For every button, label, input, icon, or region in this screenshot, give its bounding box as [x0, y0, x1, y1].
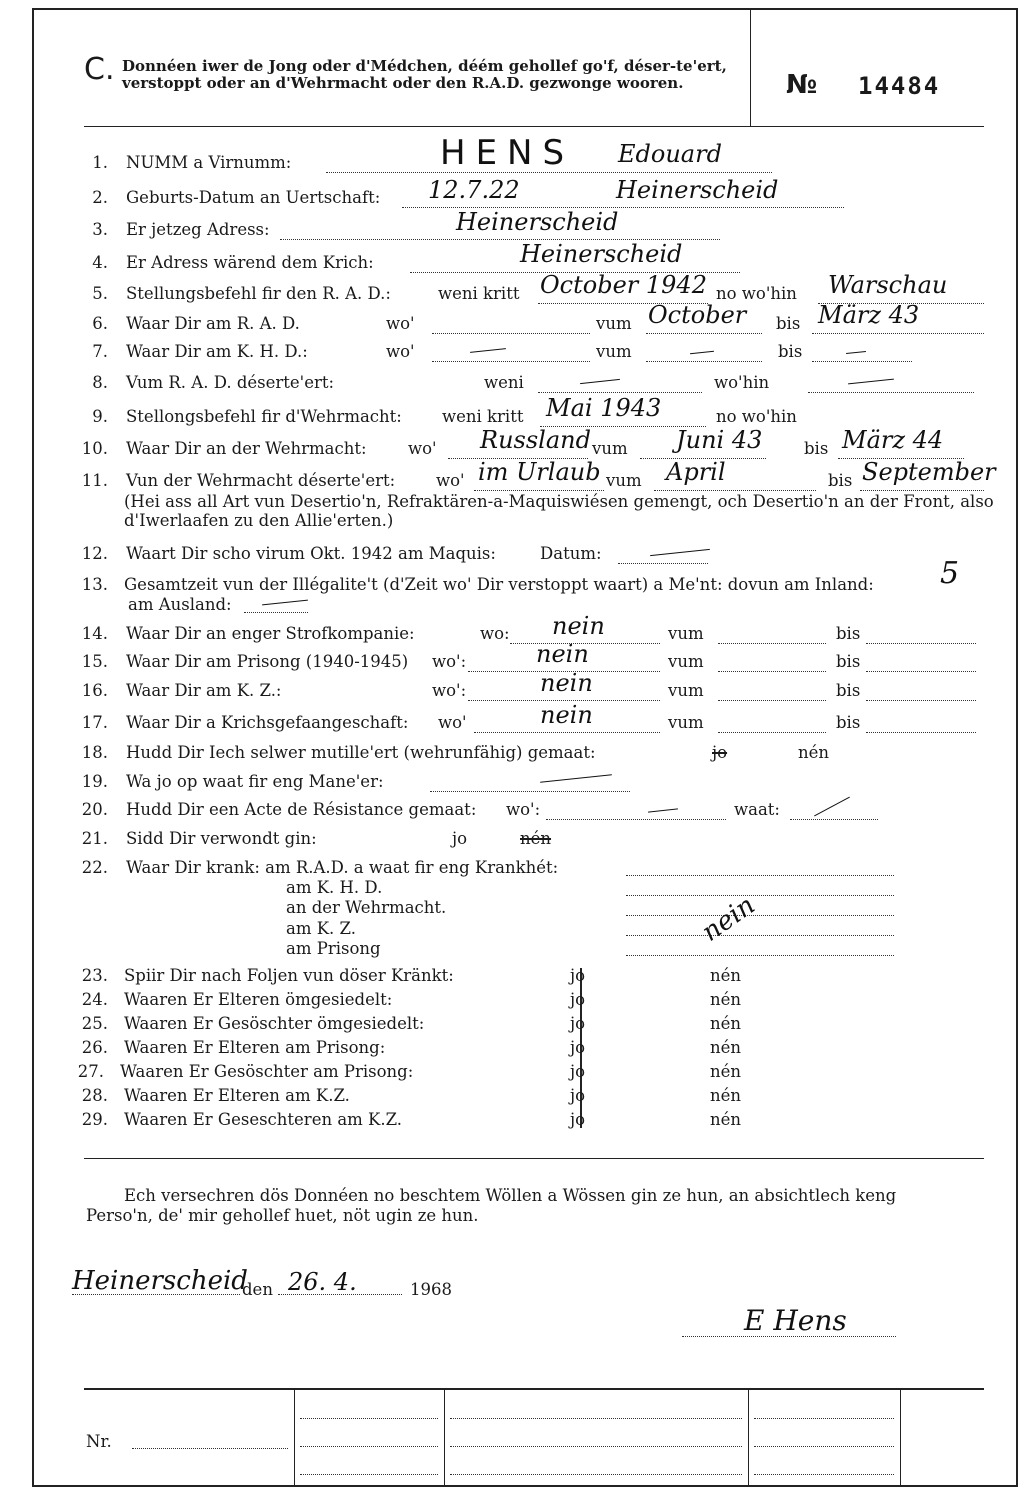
row-number: 17. [81, 713, 108, 732]
handwritten-desertion-to: September [862, 458, 996, 486]
row-number: 5. [92, 284, 108, 303]
row-number: 19. [81, 772, 108, 791]
row-label: Stellungsbefehl fir den R. A. D.: [126, 284, 391, 303]
fill-line [450, 1418, 742, 1419]
handwritten-nein: nein [536, 640, 589, 668]
fill-line [244, 612, 308, 613]
row-label: Waar Dir am Prisong (1940-1945) [126, 652, 409, 671]
vum-label: vum [596, 314, 632, 333]
row-label: Waar Dir am K. H. D.: [126, 342, 308, 361]
fill-line [754, 1418, 894, 1419]
weni-label: weni [484, 373, 524, 392]
row-label: Vun der Wehrmacht déserte'ert: [126, 471, 396, 490]
fill-line [450, 1474, 742, 1475]
fill-line [300, 1418, 438, 1419]
fill-line [132, 1448, 288, 1449]
option-jo: jo [570, 966, 586, 985]
fill-line [618, 563, 708, 564]
option-jo: jo [570, 1062, 586, 1081]
nr-label: Nr. [86, 1432, 112, 1451]
row-number: 2. [92, 188, 108, 207]
sub-label: am Prisong [286, 939, 381, 958]
fill-line [860, 490, 984, 491]
fill-line [790, 819, 878, 820]
fill-line [432, 361, 590, 362]
wo-label: wo' [436, 471, 465, 490]
row-number: 3. [92, 220, 108, 239]
row-label: Vum R. A. D. déserte'ert: [126, 373, 335, 392]
row-label: Waar Dir an der Wehrmacht: [126, 439, 367, 458]
row-number: 12. [81, 544, 108, 563]
table-divider [444, 1388, 445, 1485]
row-number: 7. [92, 342, 108, 361]
handwritten-inland-months: 5 [940, 556, 960, 591]
fill-line [718, 643, 826, 644]
vum-label: vum [668, 713, 704, 732]
row-number: 8. [92, 373, 108, 392]
row-label: Waar Dir am K. Z.: [126, 681, 282, 700]
wo-label: wo': [432, 652, 467, 671]
option-jo: jo [452, 829, 468, 848]
fill-line [654, 490, 816, 491]
bis-label: bis [836, 652, 861, 671]
row-number: 18. [81, 743, 108, 762]
declaration-text: Ech versechren dös Donnéen no beschtem Wöllen a Wössen gin ze hun, an absichtlech keng Perso'n, de' mir gehollef huet, nöt ugin ze hun. [86, 1186, 897, 1225]
wo-label: wo' [438, 713, 467, 732]
wo-label: wo': [432, 681, 467, 700]
header-rule [84, 126, 984, 127]
datum-label: Datum: [540, 544, 602, 563]
row-number: 24. [81, 990, 108, 1009]
row-label: Gesamtzeit vun der Illégalite't (d'Zeit wo' Dir verstoppt waart) a Me'nt: dovun am Inland: [124, 575, 874, 594]
fill-line [812, 333, 984, 334]
row-label: Er jetzeg Adress: [126, 220, 270, 239]
row-number: 25. [81, 1014, 108, 1033]
handwritten-birthdate: 12.7.22 [428, 176, 520, 204]
wo-label: wo: [480, 624, 510, 643]
handwritten-rad-from: October [648, 301, 747, 329]
fill-line [646, 361, 762, 362]
fill-line [300, 1446, 438, 1447]
row-label: Er Adress wärend dem Krich: [126, 253, 374, 272]
handwritten-wehrmacht-order-date: Mai 1943 [546, 394, 662, 422]
bis-label: bis [804, 439, 829, 458]
row-label: Hudd Dir Iech selwer mutille'ert (wehrunfähig) gemaat: [126, 743, 596, 762]
row-label: Waar Dir krank: am R.A.D. a waat fir eng Krankhét: [126, 858, 559, 877]
handwritten-wehrmacht-to: März 44 [842, 426, 944, 454]
option-nen: nén [710, 966, 742, 985]
vum-label: vum [592, 439, 628, 458]
row-number: 13. [81, 575, 108, 594]
row-number: 11. [81, 471, 108, 490]
fill-line [474, 732, 660, 733]
waat-label: waat: [734, 800, 780, 819]
table-divider [294, 1388, 295, 1485]
handwritten-desertion-from: April [666, 458, 726, 486]
fill-line [718, 671, 826, 672]
option-nen: nén [710, 1014, 742, 1033]
row-label: Waar Dir a Krichsgefaangeschaft: [126, 713, 409, 732]
handwritten-address: Heinerscheid [456, 208, 619, 236]
row-number: 26. [81, 1038, 108, 1057]
fill-line [812, 361, 912, 362]
bis-label: bis [836, 681, 861, 700]
handwritten-birthplace: Heinerscheid [616, 176, 779, 204]
fill-line [866, 643, 976, 644]
fill-line [72, 1294, 240, 1295]
vum-label: vum [668, 652, 704, 671]
fill-line [718, 700, 826, 701]
option-jo: jo [570, 990, 586, 1009]
row-label: Sidd Dir verwondt gin: [126, 829, 317, 848]
row-number: 27. [77, 1062, 104, 1081]
weni-label: weni kritt [438, 284, 520, 303]
handwritten-place: Heinerscheid [72, 1266, 248, 1296]
table-divider [748, 1388, 749, 1485]
row-label: NUMM a Virnumm: [126, 153, 292, 172]
row-label: Spiir Dir nach Foljen vun döser Kränkt: [124, 966, 454, 985]
row-label: Waar Dir an enger Strofkompanie: [126, 624, 415, 643]
wo-label: wo' [408, 439, 437, 458]
row-number: 14. [81, 624, 108, 643]
option-nen: nén [710, 1062, 742, 1081]
fill-line [866, 700, 976, 701]
handwritten-date: 26. 4. [288, 1268, 357, 1296]
handwritten-nein: nein [696, 890, 761, 948]
header-text: Donnéen iwer de Jong oder d'Médchen, déém gehollef go'f, déser-te'ert, verstoppt oder an d'Wehrmacht oder den R.A.D. gezwonge wooren. [122, 57, 727, 92]
fill-line [626, 875, 894, 876]
row-label: Waaren Er Elteren am K.Z. [124, 1086, 350, 1105]
option-nen: nén [798, 743, 830, 762]
row-number: 29. [81, 1110, 108, 1129]
weni-label: weni kritt [442, 407, 524, 426]
fill-line [646, 333, 762, 334]
wo-label: wo': [506, 800, 541, 819]
sub-label: am K. Z. [286, 919, 356, 938]
option-nen: nén [710, 1110, 742, 1129]
sub-label: am K. H. D. [286, 878, 383, 897]
fill-line [450, 1446, 742, 1447]
vum-label: vum [668, 681, 704, 700]
option-nen: nén [710, 1086, 742, 1105]
row-number: 10. [81, 439, 108, 458]
row-label: Waaren Er Gesöschter am Prisong: [120, 1062, 414, 1081]
handwritten-rad-to: März 43 [818, 301, 920, 329]
fill-line [808, 392, 974, 393]
handwritten-desertion-where: im Urlaub [478, 458, 601, 486]
option-jo-struck: jo [712, 743, 728, 762]
option-jo: jo [570, 1038, 586, 1057]
bis-label: bis [776, 314, 801, 333]
option-jo: jo [570, 1014, 586, 1033]
vum-label: vum [606, 471, 642, 490]
handwritten-signature: E Hens [744, 1304, 847, 1337]
wo-label: wo' [386, 342, 415, 361]
row-number: 23. [81, 966, 108, 985]
option-jo: jo [570, 1110, 586, 1129]
handwritten-surname: HENS [440, 133, 575, 173]
handwritten-nein: nein [552, 612, 605, 640]
ausland-label: am Ausland: [128, 595, 232, 614]
bis-label: bis [778, 342, 803, 361]
vum-label: vum [596, 342, 632, 361]
row-number: 21. [81, 829, 108, 848]
fill-line [626, 935, 894, 936]
row-number: 28. [81, 1086, 108, 1105]
handwritten-wehrmacht-where: Russland [480, 426, 591, 454]
bis-label: bis [828, 471, 853, 490]
bis-label: bis [836, 713, 861, 732]
form-number: 14484 [858, 72, 941, 100]
row-label: Waaren Er Gesöschter ömgesiedelt: [124, 1014, 425, 1033]
handwritten-firstname: Edouard [618, 140, 722, 168]
fill-line [430, 791, 630, 792]
den-label: den [242, 1280, 273, 1299]
option-nen: nén [710, 990, 742, 1009]
wohin-label: wo'hin [714, 373, 770, 392]
fill-line [754, 1446, 894, 1447]
handwritten-nein: nein [540, 669, 593, 697]
row-label: Hudd Dir een Acte de Résistance gemaat: [126, 800, 477, 819]
fill-line [538, 392, 702, 393]
fill-line [474, 490, 604, 491]
option-jo: jo [570, 1086, 586, 1105]
fill-line [300, 1474, 438, 1475]
row-label: Waaren Er Geseschteren am K.Z. [124, 1110, 403, 1129]
fill-line [432, 333, 590, 334]
table-top-rule [84, 1388, 984, 1390]
section-rule [84, 1158, 984, 1159]
row-label: Wa jo op waat fir eng Mane'er: [126, 772, 384, 791]
year-label: 1968 [410, 1280, 452, 1299]
handwritten-war-address: Heinerscheid [520, 240, 683, 268]
bis-label: bis [836, 624, 861, 643]
row-label: Geburts-Datum an Uertschaft: [126, 188, 381, 207]
number-label: № [786, 70, 818, 100]
nowohin-label: no wo'hin [716, 284, 797, 303]
fill-line [866, 732, 976, 733]
handwritten-rad-destination: Warschau [828, 271, 948, 299]
section-letter: C. [84, 52, 115, 87]
handwritten-nein: nein [540, 701, 593, 729]
sub-label: an der Wehrmacht. [286, 898, 447, 917]
row-label: Stellongsbefehl fir d'Wehrmacht: [126, 407, 402, 426]
row-label: Waart Dir scho virum Okt. 1942 am Maquis: [126, 544, 496, 563]
row-number: 15. [81, 652, 108, 671]
fill-line [546, 819, 726, 820]
nowohin-label: no wo'hin [716, 407, 797, 426]
row-number: 20. [81, 800, 108, 819]
option-nen-struck: nén [520, 829, 552, 848]
fill-line [718, 732, 826, 733]
row-number: 1. [92, 153, 108, 172]
desertion-note: (Hei ass all Art vun Desertio'n, Refraktären-a-Maquiswiésen gemengt, och Desertio'n an der Front, also d'Iwerlaafen zu den Allie'erten.) [124, 492, 994, 530]
fill-line [626, 955, 894, 956]
fill-line [754, 1474, 894, 1475]
row-number: 6. [92, 314, 108, 333]
fill-line [866, 671, 976, 672]
row-number: 16. [81, 681, 108, 700]
row-number: 4. [92, 253, 108, 272]
header-divider [750, 10, 751, 126]
row-label: Waaren Er Elteren ömgesiedelt: [124, 990, 393, 1009]
handwritten-wehrmacht-from: Juni 43 [676, 426, 763, 454]
table-divider [900, 1388, 901, 1485]
option-nen: nén [710, 1038, 742, 1057]
fill-line [626, 895, 894, 896]
vum-label: vum [668, 624, 704, 643]
row-label: Waar Dir am R. A. D. [126, 314, 300, 333]
handwritten-rad-order-date: October 1942 [540, 271, 707, 299]
row-number: 22. [81, 858, 108, 877]
wo-label: wo' [386, 314, 415, 333]
row-label: Waaren Er Elteren am Prisong: [124, 1038, 386, 1057]
row-number: 9. [92, 407, 108, 426]
